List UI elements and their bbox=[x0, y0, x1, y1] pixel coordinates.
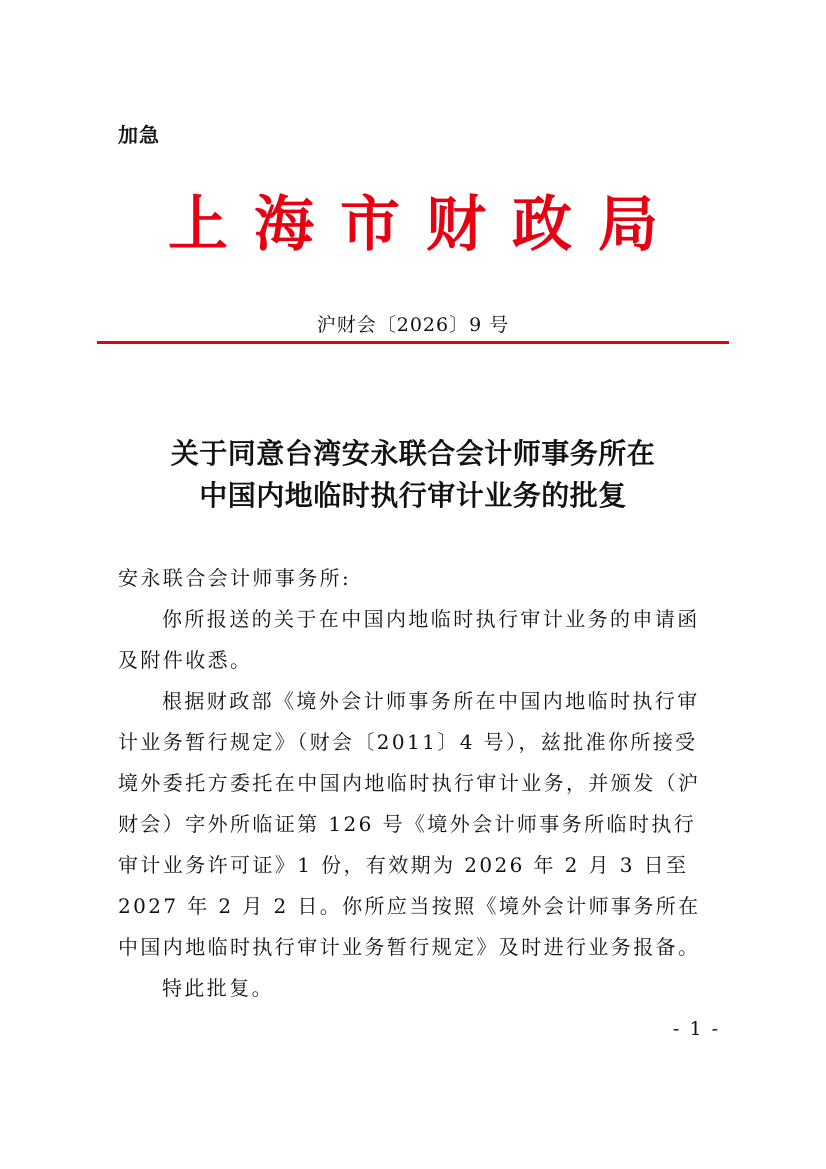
title-line-2: 中国内地临时执行审计业务的批复 bbox=[199, 479, 627, 512]
urgency-label: 加急 bbox=[118, 123, 160, 147]
body-paragraph: 你所报送的关于在中国内地临时执行审计业务的申请函及附件收悉。 bbox=[118, 607, 700, 672]
issuing-agency-header: 上海市财政局 bbox=[168, 190, 684, 260]
page-number: - 1 - bbox=[672, 1018, 720, 1040]
closing-paragraph: 特此批复。 bbox=[162, 976, 274, 1000]
addressee: 安永联合会计师事务所: bbox=[118, 566, 352, 590]
body-paragraph: 根据财政部《境外会计师事务所在中国内地临时执行审计业务暂行规定》（财会〔2011〕4 号），兹批准你所接受境外委托方委托在中国内地临时执行审计业务，并颁发（沪财会）字外所临证第 126 号《境外会计师事务所临时执行审计业务许可证》1 份，有效期为 2026 年 2 月 3 日至 2027 年 2 月 2 日。你所应当按照《境外会计师事务所在中国内地临时执行审计业务暂行规定》及时进行业务报备。 bbox=[118, 689, 701, 959]
title-line-1: 关于同意台湾安永联合会计师事务所在 bbox=[170, 437, 656, 470]
document-title bbox=[0, 433, 826, 517]
document-number: 沪财会〔2026〕9 号 bbox=[316, 314, 510, 336]
document-body bbox=[118, 558, 718, 1009]
red-divider-line bbox=[97, 341, 729, 344]
